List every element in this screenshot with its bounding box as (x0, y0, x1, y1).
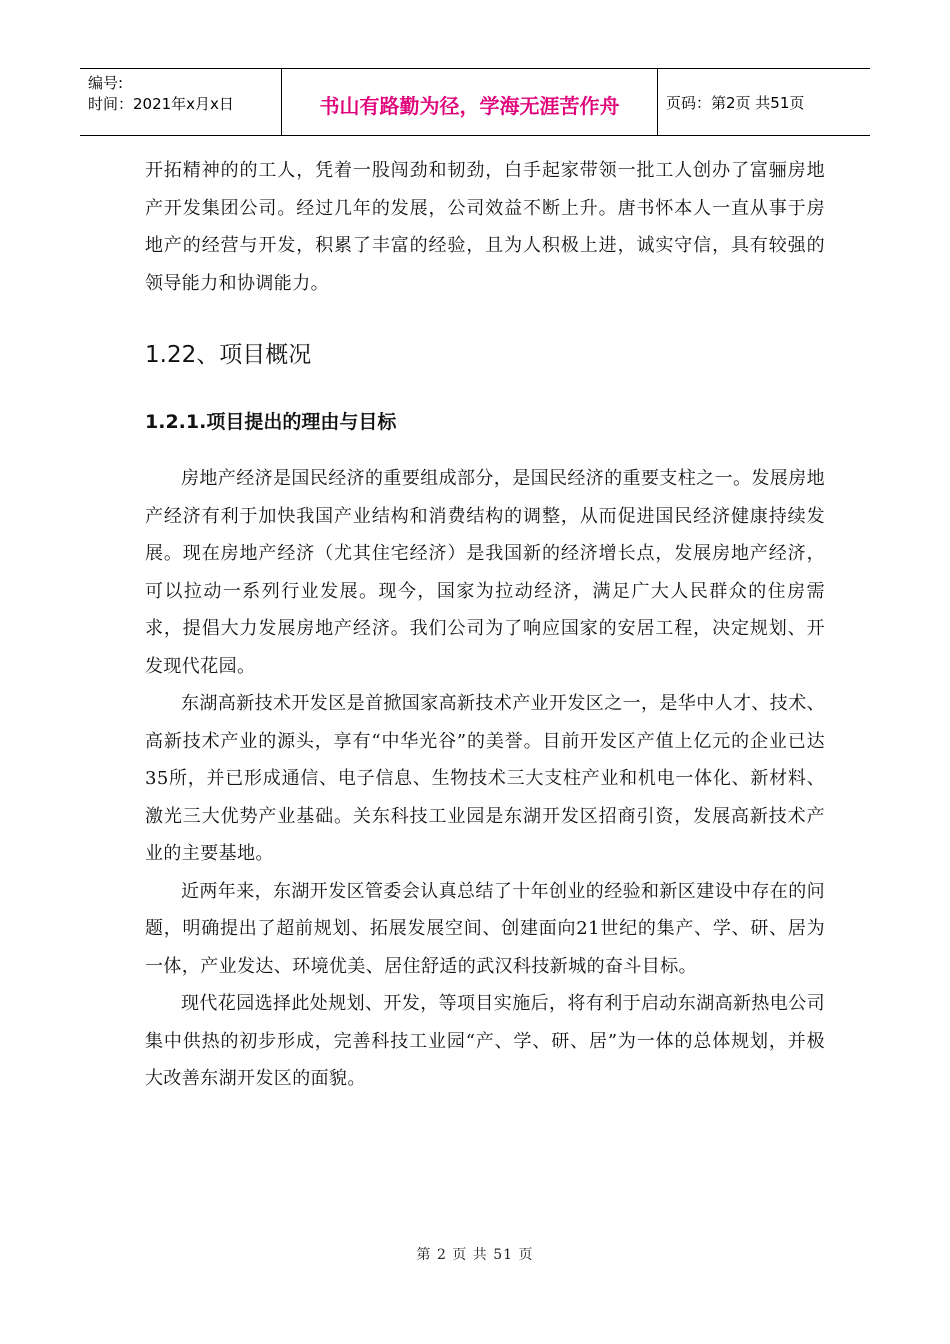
document-time-label: 时间：2021年x月x日 (88, 95, 234, 113)
page-footer: 第 2 页 共 51 页 (416, 1247, 534, 1263)
header-motto: 书山有路勤为径，学海无涯苦作舟 (282, 69, 658, 135)
intro-paragraph: 开拓精神的的工人，凭着一股闯劲和韧劲，白手起家带领一批工人创办了富骊房地产开发集团公司。经过几年的发展，公司效益不断上升。唐书怀本人一直从事于房地产的经营与开发，积累了丰富的经验，且为人积极上进，诚实守信，具有较强的领导能力和协调能力。 (145, 160, 825, 294)
subsection-heading: 1.2.1.项目提出的理由与目标 (145, 411, 397, 433)
body-paragraph: 近两年来，东湖开发区管委会认真总结了十年创业的经验和新区建设中存在的问题，明确提出了超前规划、拓展发展空间、创建面向21世纪的集产、学、研、居为一体，产业发达、环境优美、居住舒适的武汉科技新城的奋斗目标。 (145, 880, 825, 977)
subsection-body (145, 460, 825, 1098)
header-page-info: 页码：第2页 共51页 (666, 93, 805, 112)
intro-section (145, 152, 825, 302)
body-paragraph: 东湖高新技术开发区是首掀国家高新技术产业开发区之一，是华中人才、技术、高新技术产业的源头，享有“中华光谷”的美誉。目前开发区产值上亿元的企业已达35所，并已形成通信、电子信息、生物技术三大支柱产业和机电一体化、新材料、激光三大优势产业基础。关东科技工业园是东湖开发区招商引资，发展高新技术产业的主要基地。 (145, 693, 825, 864)
body-paragraph: 房地产经济是国民经济的重要组成部分，是国民经济的重要支柱之一。发展房地产经济有利于加快我国产业结构和消费结构的调整，从而促进国民经济健康持续发展。现在房地产经济（尤其住宅经济）是我国新的经济增长点，发展房地产经济，可以拉动一系列行业发展。现今，国家为拉动经济，满足广大人民群众的住房需求，提倡大力发展房地产经济。我们公司为了响应国家的安居工程，决定规划、开发现代花园。 (145, 468, 825, 677)
header-meta-cell (80, 69, 282, 135)
document-number-label: 编号: (88, 74, 124, 92)
page-header (80, 68, 870, 136)
body-paragraph: 现代花园选择此处规划、开发，等项目实施后，将有利于启动东湖高新热电公司集中供热的初步形成，完善科技工业园“产、学、研、居”为一体的总体规划，并极大改善东湖开发区的面貌。 (145, 993, 825, 1089)
section-heading: 1.22、项目概况 (145, 342, 312, 368)
